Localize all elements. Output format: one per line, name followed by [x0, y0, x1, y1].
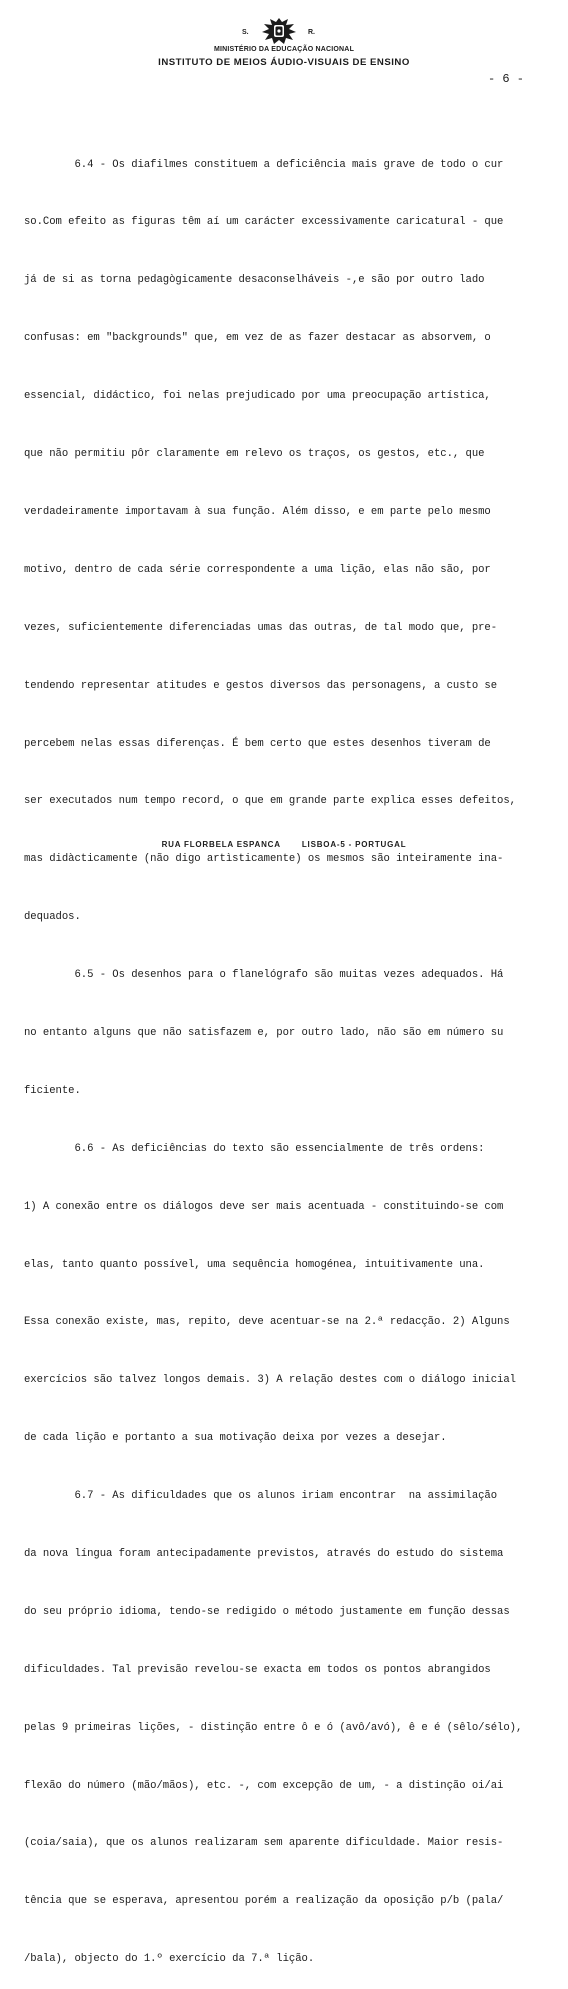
footer-street: RUA FLORBELA ESPANCA: [161, 840, 281, 849]
ministry-name: MINISTÉRIO DA EDUCAÇÃO NACIONAL: [213, 46, 355, 53]
text-line: vezes, suficientemente diferenciadas umas das outras, de tal modo que, pre-: [24, 621, 498, 634]
text-line: dequados.: [24, 911, 81, 924]
text-line: tência que se esperava, apresentou porém a realização da oposição p/b (pala/: [24, 1895, 504, 1908]
text-line: tendendo representar atitudes e gestos diversos das personagens, a custo se: [24, 679, 498, 692]
footer-city: LISBOA-5 - PORTUGAL: [301, 840, 407, 849]
text-line: (coia/saia), que os alunos realizaram sem aparente dificuldade. Maior resis-: [24, 1837, 504, 1850]
text-line: exercícios são talvez longos demais. 3) A relação destes com o diálogo inicial: [24, 1374, 516, 1387]
text-line: essencial, didáctico, foi nelas prejudicado por uma preocupação artística,: [24, 390, 491, 403]
text-line: motivo, dentro de cada série correspondente a uma lição, elas não são, por: [24, 563, 491, 576]
institute-name: INSTITUTO DE MEIOS ÁUDIO-VISUAIS DE ENSINO: [158, 57, 410, 68]
text-line: da nova língua foram antecipadamente previstos, através do estudo do sistema: [24, 1547, 504, 1560]
text-line: confusas: em "backgrounds" que, em vez de as fazer destacar as absorvem, o: [24, 332, 491, 345]
text-line: elas, tanto quanto possível, uma sequência homogénea, intuitivamente una.: [24, 1258, 485, 1271]
text-line: 6.5 - Os desenhos para o flanelógrafo são muitas vezes adequados. Há: [24, 969, 504, 982]
text-line: flexão do número (mão/mãos), etc. -, com excepção de um, - a distinção oi/ai: [24, 1779, 504, 1792]
text-line: 6.7 - As dificuldades que os alunos iriam encontrar na assimilação: [24, 1490, 498, 1503]
coat-of-arms-icon: [258, 16, 300, 46]
text-line: Essa conexão existe, mas, repito, deve acentuar-se na 2.ª redacção. 2) Alguns: [24, 1316, 510, 1329]
text-line: mas didàcticamente (não digo artìsticamente) os mesmos são inteiramente ina-: [24, 853, 504, 866]
text-line: já de si as torna pedagògicamente desaconselháveis -,e são por outro lado: [24, 274, 485, 287]
text-line: pelas 9 primeiras lições, - distinção entre ô e ó (avô/avó), ê e é (sêlo/sélo),: [24, 1721, 523, 1734]
text-line: 1) A conexão entre os diálogos deve ser mais acentuada - constituindo-se com: [24, 1200, 504, 1213]
text-line: 6.6 - As deficiências do texto são essencialmente de três ordens:: [24, 1142, 485, 1155]
text-line: que não permitiu pôr claramente em relevo os traços, os gestos, etc., que: [24, 448, 485, 461]
text-line: ser executados num tempo record, o que em grande parte explica esses defeitos,: [24, 795, 516, 808]
text-line: no entanto alguns que não satisfazem e, por outro lado, não são em número su: [24, 1026, 504, 1039]
text-line: ficiente.: [24, 1084, 81, 1097]
left-mark: S.: [242, 29, 249, 36]
text-line: percebem nelas essas diferenças. É bem certo que estes desenhos tiveram de: [24, 737, 491, 750]
right-mark: R.: [308, 29, 315, 36]
page-number: - 6 -: [488, 72, 525, 86]
text-line: dificuldades. Tal previsão revelou-se exacta em todos os pontos abrangidos: [24, 1663, 491, 1676]
crest-row: [0, 12, 568, 46]
text-line: so.Com efeito as figuras têm aí um carácter excessivamente caricatural - que: [24, 216, 504, 229]
footer-address: [0, 840, 568, 849]
document-body: [24, 117, 560, 1989]
text-line: do seu próprio idioma, tendo-se redigido o método justamente em função dessas: [24, 1605, 510, 1618]
text-line: verdadeiramente importavam à sua função. Além disso, e em parte pelo mesmo: [24, 505, 491, 518]
text-line: /bala), objecto do 1.º exercício da 7.ª lição.: [24, 1953, 315, 1966]
text-line: 6.4 - Os diafilmes constituem a deficiência mais grave de todo o cur: [24, 158, 504, 171]
text-line: de cada lição e portanto a sua motivação deixa por vezes a desejar.: [24, 1432, 447, 1445]
